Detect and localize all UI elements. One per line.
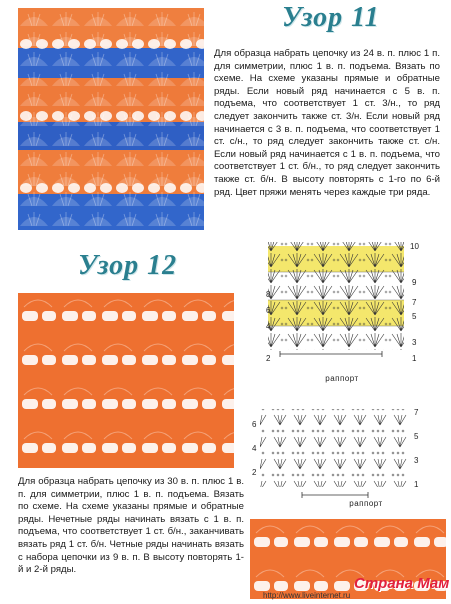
row-number: 2 bbox=[252, 468, 257, 477]
footer-watermark: http://www.liveinternet.ru bbox=[263, 591, 351, 600]
row-number: 2 bbox=[266, 354, 271, 363]
pattern11-rapport-label: раппорт bbox=[325, 374, 359, 383]
row-number: 3 bbox=[412, 338, 417, 347]
row-number: 10 bbox=[410, 242, 419, 251]
row-number: 7 bbox=[412, 298, 417, 307]
row-number: 4 bbox=[252, 444, 257, 453]
pattern12-photo bbox=[18, 293, 234, 468]
pattern11-photo bbox=[18, 8, 204, 230]
pattern12-title: Узор 12 bbox=[78, 250, 178, 281]
row-number: 4 bbox=[266, 322, 271, 331]
pattern12-rapport-label: раппорт bbox=[349, 499, 383, 508]
pattern11-description: Для образца набрать цепочку из 24 в. п. плюс 1 п. для симметрии, плюс 1 в. п. подъема. Вязать по схеме. На схеме указаны прямые и обратные ряды. Если новый ряд начинается с 5 в. п. подъема, что соответствует 1 ст. 3/н., то ряд следует закончить также ст. 3/н. Если новый ряд начинается с 3 в. п. подъема, что соответствует 1 ст. с/н., то ряд следует закончить также ст. с/н. Если новый ряд начинается с 1 в. п. подъема, что соответствует 1 ст. б/н., то ряд следует закончить также ст. б/н. В высоту повторять с 1-го по 6-й ряд. Цвет пряжи менять через каждые три ряда. bbox=[214, 48, 440, 198]
row-number: 1 bbox=[412, 354, 417, 363]
row-number: 9 bbox=[412, 278, 417, 287]
row-number: 3 bbox=[414, 456, 419, 465]
row-number: 6 bbox=[266, 306, 271, 315]
row-number: 5 bbox=[412, 312, 417, 321]
pattern11-title: Узор 11 bbox=[282, 2, 380, 33]
row-number: 1 bbox=[414, 480, 419, 489]
row-number: 5 bbox=[414, 432, 419, 441]
row-number: 7 bbox=[414, 408, 419, 417]
row-number: 6 bbox=[252, 420, 257, 429]
pattern11-row-numbers bbox=[262, 242, 428, 363]
pattern12-row-numbers bbox=[252, 408, 428, 488]
row-number: 8 bbox=[266, 290, 271, 299]
site-logo: Страна Мам bbox=[354, 575, 450, 592]
pattern12-description: Для образца набрать цепочку из 30 в. п. плюс 1 в. п. для симметрии, плюс 1 в. п. подъема. Вязать по схеме. На схеме указаны прямые и обратные ряды. Нечетные ряды начинать вязать с 1 в. п. подъема, что соответствует 1 ст. б/н., заканчивать вязать ряд 1 ст. б/н. Четные ряды начинать вязать с набора цепочки из 9 в. п. В высоту повторять 1-й и 2-й ряды. bbox=[18, 476, 244, 576]
